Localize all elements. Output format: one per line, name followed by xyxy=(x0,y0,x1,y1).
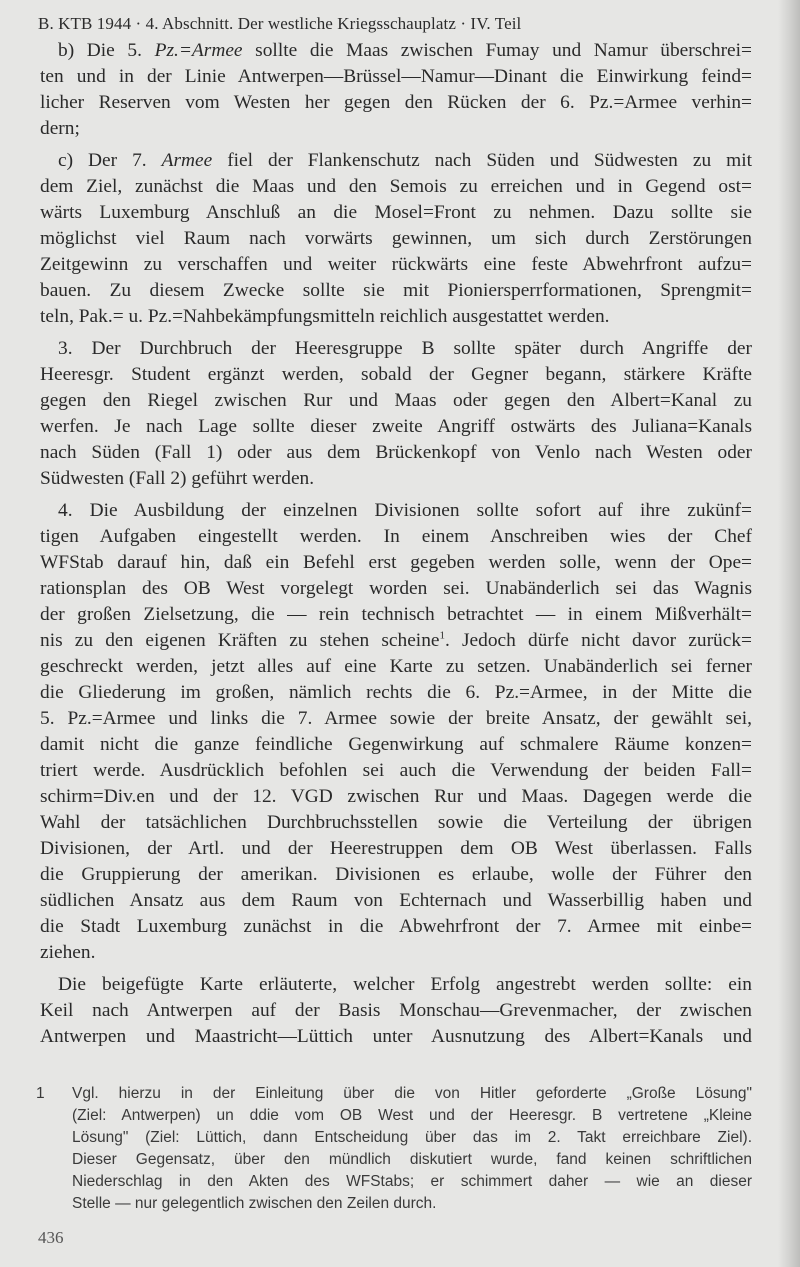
text-line xyxy=(40,362,752,388)
footnote-line: Lösung" (Ziel: Lüttich, dann Entscheidung über das im 2. Takt erreichbare Ziel). xyxy=(72,1129,752,1146)
text-line xyxy=(40,64,752,90)
text-segment: bauen. Zu diesem Zwecke sollte sie mit Pioniersperrformationen, Sprengmit= xyxy=(40,280,752,301)
text-line xyxy=(40,602,752,628)
text-line xyxy=(40,836,752,862)
text-line xyxy=(40,1024,752,1050)
footnote-number: 1 xyxy=(36,1085,45,1102)
text-line xyxy=(40,440,752,466)
text-line xyxy=(40,550,752,576)
text-segment: Antwerpen und Maastricht—Lüttich unter Ausnutzung des Albert=Kanals und xyxy=(40,1026,752,1047)
text-segment: Keil nach Antwerpen auf der Basis Monschau—Grevenmacher, der zwischen xyxy=(40,1000,752,1021)
text-segment: Pz.=Armee xyxy=(154,40,243,61)
text-line xyxy=(40,680,752,706)
text-segment: 4. Die Ausbildung der einzelnen Divisionen sollte sofort auf ihre zukünf= xyxy=(58,500,752,521)
text-segment: geschreckt werden, jetzt alles auf eine Karte zu setzen. Unabänderlich sei ferner xyxy=(40,656,752,677)
running-header: B. KTB 1944 · 4. Abschnitt. Der westliche Kriegsschauplatz · IV. Teil xyxy=(38,14,522,33)
text-line xyxy=(40,998,752,1024)
text-segment: gegen den Riegel zwischen Rur und Maas oder gegen den Albert=Kanal zu xyxy=(40,390,752,411)
text-segment: werfen. Je nach Lage sollte dieser zweite Angriff ostwärts des Juliana=Kanals xyxy=(40,416,752,437)
page-edge-shadow xyxy=(778,0,800,1267)
text-segment: die Gliederung im großen, nämlich rechts die 6. Pz.=Armee, in der Mitte die xyxy=(40,682,752,703)
text-line xyxy=(40,940,752,966)
text-segment: schirm=Div.en und der 12. VGD zwischen Rur und Maas. Dagegen werde die xyxy=(40,786,752,807)
text-segment: dem Ziel, zunächst die Maas und den Semois zu erreichen und in Gegend ost= xyxy=(40,176,752,197)
text-segment: dern; xyxy=(40,118,80,139)
text-line xyxy=(40,914,752,940)
text-line xyxy=(40,628,752,654)
text-line xyxy=(40,90,752,116)
text-line xyxy=(40,862,752,888)
text-segment: wärts Luxemburg Anschluß an die Mosel=Front zu nehmen. Dazu sollte sie xyxy=(40,202,752,223)
text-line xyxy=(40,252,752,278)
paragraph xyxy=(40,498,752,966)
footnote-line: Niederschlag in den Akten des WFStabs; er schimmert daher — wie an dieser xyxy=(72,1173,752,1190)
text-line xyxy=(40,706,752,732)
text-segment: sollte die Maas zwischen Fumay und Namur überschrei= xyxy=(242,40,752,61)
text-segment: 5. Pz.=Armee und links die 7. Armee sowie der breite Ansatz, der gewählt sei, xyxy=(40,708,752,729)
text-line xyxy=(40,972,752,998)
text-segment: Südwesten (Fall 2) geführt werden. xyxy=(40,468,315,489)
page-number: 436 xyxy=(38,1228,64,1247)
text-line xyxy=(40,304,752,330)
text-segment: c) Der 7. xyxy=(58,150,162,171)
text-segment: nach Süden (Fall 1) oder aus dem Brückenkopf von Venlo nach Westen oder xyxy=(40,442,752,463)
text-segment: 3. Der Durchbruch der Heeresgruppe B sollte später durch Angriffe der xyxy=(58,338,752,359)
text-segment: triert werde. Ausdrücklich befohlen sei auch die Verwendung der beiden Fall= xyxy=(40,760,752,781)
text-segment: ziehen. xyxy=(40,942,96,963)
text-line xyxy=(40,810,752,836)
text-line xyxy=(40,732,752,758)
text-line xyxy=(40,784,752,810)
text-segment: ten und in der Linie Antwerpen—Brüssel—Namur—Dinant die Einwirkung feind= xyxy=(40,66,752,87)
body-text xyxy=(40,32,752,1050)
text-line xyxy=(40,148,752,174)
text-segment: Heeresgr. Student ergänzt werden, sobald der Gegner begann, stärkere Kräfte xyxy=(40,364,752,385)
footnote-lines xyxy=(72,1083,752,1215)
text-line xyxy=(40,278,752,304)
text-line xyxy=(40,888,752,914)
text-line xyxy=(40,116,752,142)
text-line xyxy=(40,654,752,680)
text-segment: damit nicht die ganze feindliche Gegenwirkung auf schmalere Räume konzen= xyxy=(40,734,752,755)
text-line xyxy=(40,388,752,414)
footnote-line: Vgl. hierzu in der Einleitung über die von Hitler geforderte „Große Lösung" xyxy=(72,1085,752,1102)
text-segment: die Stadt Luxemburg zunächst in die Abwehrfront der 7. Armee mit einbe= xyxy=(40,916,752,937)
footnote-line: (Ziel: Antwerpen) un ddie vom OB West und der Heeresgr. B vertretene „Kleine xyxy=(72,1107,752,1124)
text-segment: die Gruppierung der amerikan. Divisionen es erlaube, wolle der Führer den xyxy=(40,864,752,885)
paragraph xyxy=(40,148,752,330)
text-segment: licher Reserven vom Westen her gegen den Rücken der 6. Pz.=Armee verhin= xyxy=(40,92,752,113)
footnote-line: Stelle — nur gelegentlich zwischen den Zeilen durch. xyxy=(72,1195,437,1212)
paragraph xyxy=(40,972,752,1050)
text-line xyxy=(40,758,752,784)
footnote-reference: 1 xyxy=(439,629,445,642)
paragraph xyxy=(40,38,752,142)
text-segment: b) Die 5. xyxy=(58,40,155,61)
text-segment: WFStab darauf hin, daß ein Befehl erst gegeben werden solle, wenn der Ope= xyxy=(40,552,752,573)
text-line xyxy=(40,466,752,492)
text-segment: südlichen Ansatz aus dem Raum von Echternach und Wasserbillig haben und xyxy=(40,890,752,911)
text-line xyxy=(40,38,752,64)
text-segment: Divisionen, der Artl. und der Heerestruppen dem OB West überlassen. Falls xyxy=(40,838,752,859)
text-segment: nis zu den eigenen Kräften zu stehen scheine xyxy=(40,630,440,651)
text-line xyxy=(40,200,752,226)
text-segment: Zeitgewinn zu verschaffen und weiter rückwärts eine feste Abwehrfront aufzu= xyxy=(40,254,752,275)
text-segment: tigen Aufgaben eingestellt werden. In einem Anschreiben wies der Chef xyxy=(40,526,752,547)
text-line xyxy=(40,524,752,550)
text-line xyxy=(40,226,752,252)
text-segment: möglichst viel Raum nach vorwärts gewinnen, um sich durch Zerstörungen xyxy=(40,228,752,249)
text-segment: der großen Zielsetzung, die — rein technisch betrachtet — in einem Mißverhält= xyxy=(40,604,752,625)
paragraph xyxy=(40,336,752,492)
text-line xyxy=(40,336,752,362)
text-line xyxy=(40,576,752,602)
text-segment: teln, Pak.= u. Pz.=Nahbekämpfungsmitteln reichlich ausgestattet werden. xyxy=(40,306,610,327)
text-segment: fiel der Flankenschutz nach Süden und Südwesten zu mit xyxy=(212,150,752,171)
text-segment: Armee xyxy=(161,150,213,171)
text-segment: Wahl der tatsächlichen Durchbruchsstellen sowie die Verteilung der übrigen xyxy=(40,812,752,833)
text-line xyxy=(40,414,752,440)
text-segment: Die beigefügte Karte erläuterte, welcher Erfolg angestrebt werden sollte: ein xyxy=(58,974,752,995)
text-line xyxy=(40,174,752,200)
text-line xyxy=(40,498,752,524)
footnote-line: Dieser Gegensatz, über den mündlich diskutiert wurde, fand keinen schriftlichen xyxy=(72,1151,752,1168)
text-segment: . Jedoch dürfe nicht davor zurück= xyxy=(445,630,752,651)
footnote xyxy=(36,1083,752,1215)
text-segment: rationsplan des OB West vorgelegt worden sei. Unabänderlich sei das Wagnis xyxy=(40,578,752,599)
